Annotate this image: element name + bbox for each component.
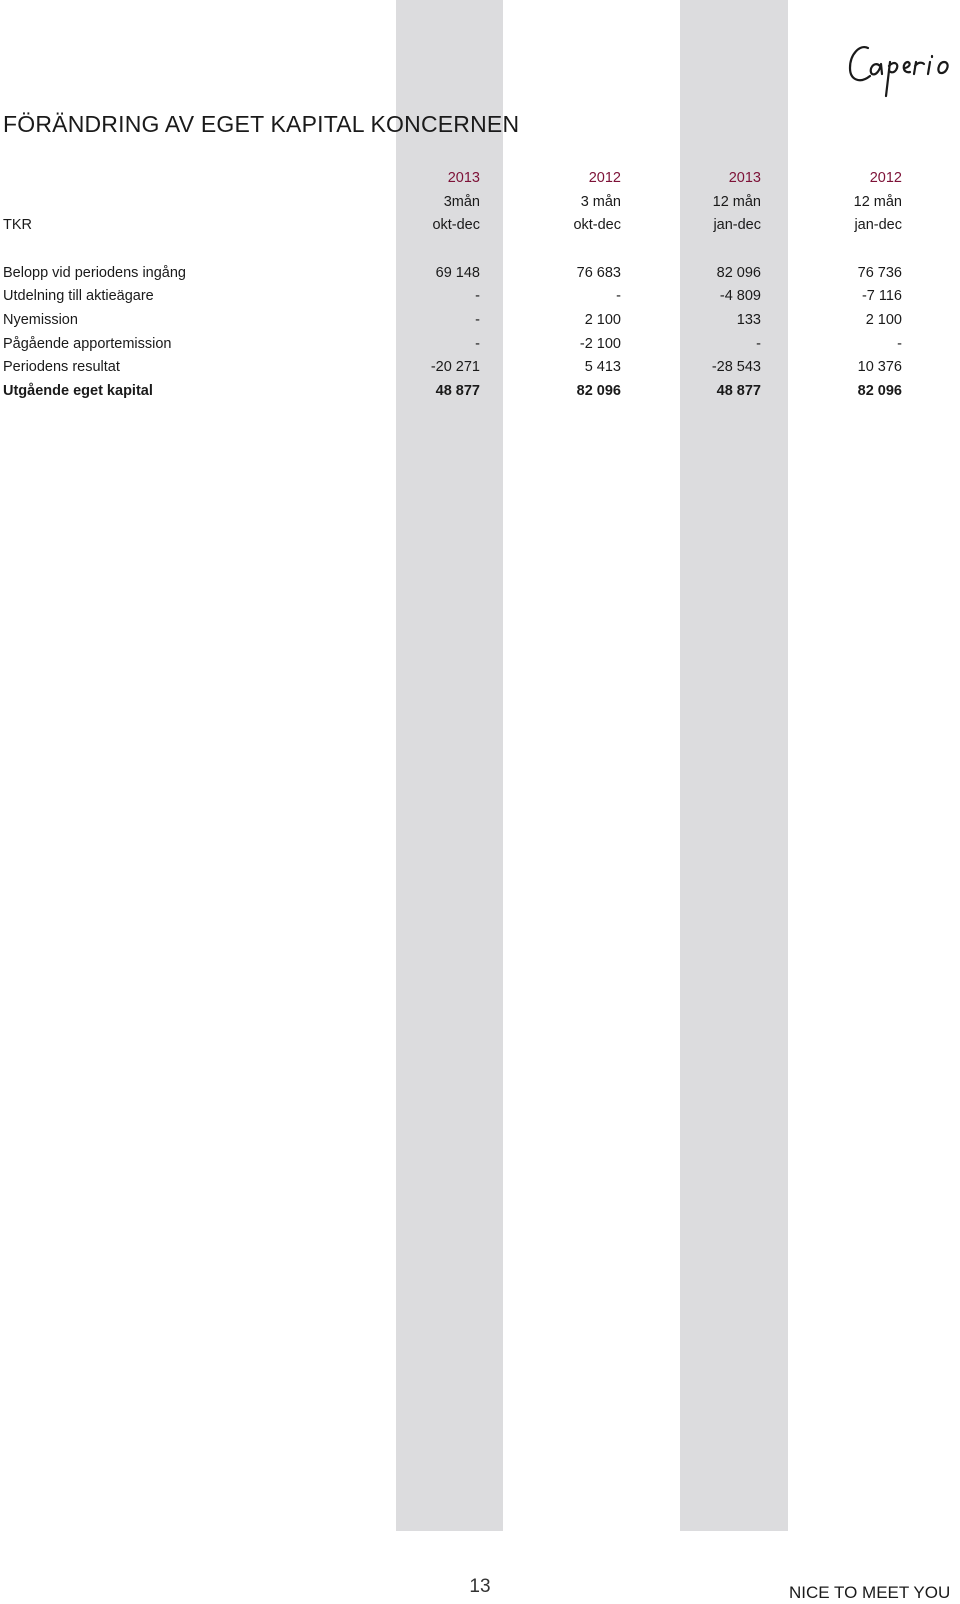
cell-value: - <box>756 336 761 352</box>
cell-value: -4 809 <box>719 288 761 304</box>
row-label: Utgående eget kapital <box>3 383 153 399</box>
duration-col-4: 12 mån <box>853 194 902 210</box>
row-label: Belopp vid periodens ingång <box>3 265 186 281</box>
row-label: Utdelning till aktieägare <box>3 288 154 304</box>
page-number: 13 <box>469 1576 491 1597</box>
page-title: FÖRÄNDRING AV EGET KAPITAL KONCERNEN <box>3 111 520 137</box>
unit-label: TKR <box>3 217 32 233</box>
cell-value: 2 100 <box>584 312 621 328</box>
table-row-total <box>0 379 960 403</box>
duration-col-3: 12 mån <box>712 194 761 210</box>
row-label: Periodens resultat <box>3 359 120 375</box>
cell-value: 5 413 <box>584 359 621 375</box>
table-row <box>0 261 960 285</box>
cell-value: 76 736 <box>857 265 902 281</box>
header-duration-row <box>0 190 960 214</box>
cell-value: 133 <box>736 312 761 328</box>
cell-value: 10 376 <box>857 359 902 375</box>
cell-value: - <box>475 312 480 328</box>
cell-value: 82 096 <box>857 383 902 399</box>
period-col-2: okt-dec <box>573 217 621 233</box>
year-col-2: 2012 <box>588 170 621 186</box>
duration-col-2: 3 mån <box>580 194 621 210</box>
year-col-1: 2013 <box>447 170 480 186</box>
duration-col-1: 3mån <box>443 194 480 210</box>
cell-value: -2 100 <box>579 336 621 352</box>
cell-value: 69 148 <box>435 265 480 281</box>
table-row <box>0 284 960 308</box>
table-row <box>0 332 960 356</box>
cell-value: - <box>616 288 621 304</box>
header-period-row <box>0 213 960 237</box>
header-year-row <box>0 166 960 190</box>
cell-value: 82 096 <box>576 383 621 399</box>
cell-value: - <box>475 288 480 304</box>
period-col-3: jan-dec <box>713 217 761 233</box>
cell-value: 48 877 <box>716 383 761 399</box>
cell-value: 76 683 <box>576 265 621 281</box>
cell-value: 48 877 <box>435 383 480 399</box>
cell-value: 82 096 <box>716 265 761 281</box>
cell-value: - <box>475 336 480 352</box>
cell-value: - <box>897 336 902 352</box>
period-col-1: okt-dec <box>432 217 480 233</box>
cell-value: 2 100 <box>865 312 902 328</box>
table-row <box>0 308 960 332</box>
caperio-logo <box>846 40 958 100</box>
year-col-4: 2012 <box>869 170 902 186</box>
cell-value: -7 116 <box>861 288 902 304</box>
footer-tagline: NICE TO MEET YOU <box>789 1583 951 1602</box>
row-label: Nyemission <box>3 312 78 328</box>
row-label: Pågående apportemission <box>3 336 172 352</box>
year-col-3: 2013 <box>728 170 761 186</box>
period-col-4: jan-dec <box>854 217 902 233</box>
cell-value: -28 543 <box>711 359 761 375</box>
table-row <box>0 355 960 379</box>
cell-value: -20 271 <box>430 359 480 375</box>
